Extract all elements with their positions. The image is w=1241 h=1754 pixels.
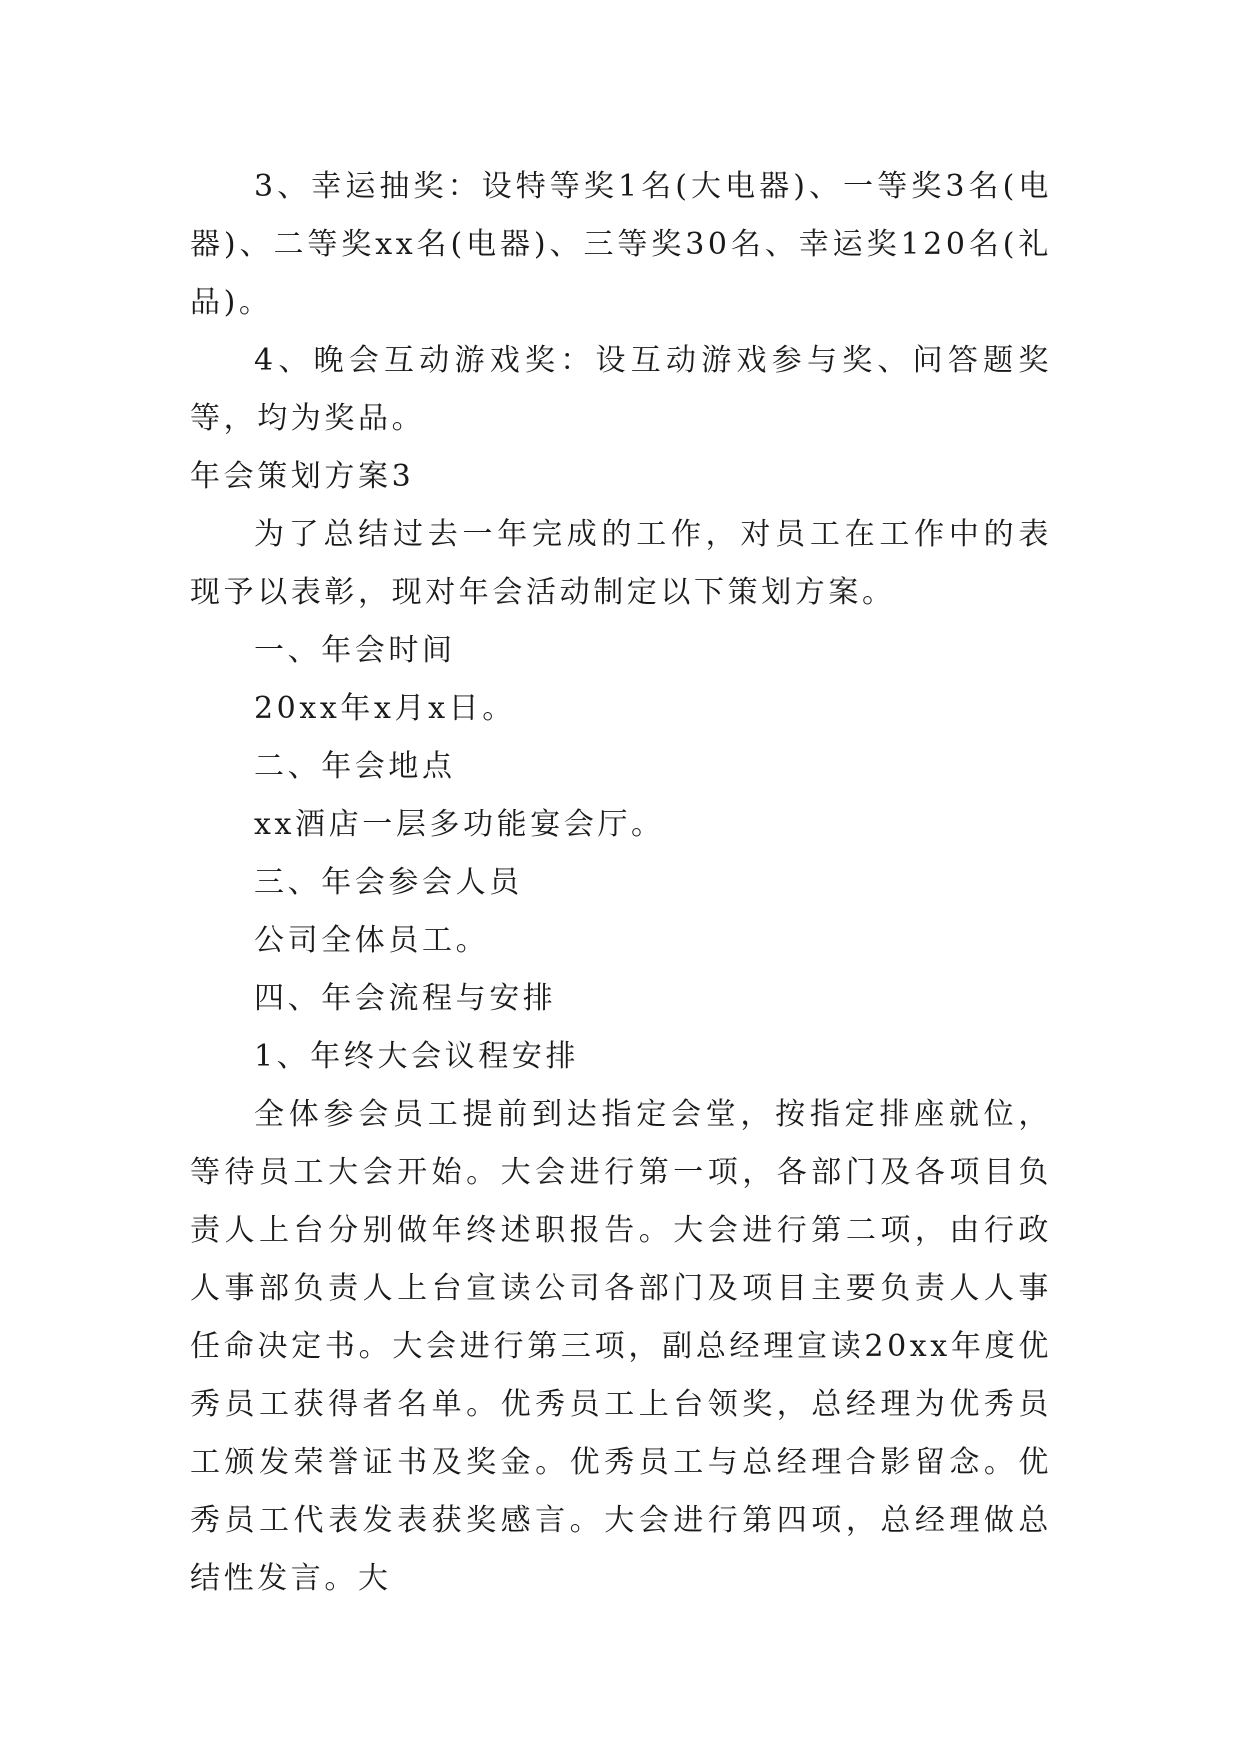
paragraph-agenda-details: 全体参会员工提前到达指定会堂，按指定排座就位，等待员工大会开始。大会进行第一项，各部门及各项目负责人上台分别做年终述职报告。大会进行第二项，由行政人事部负责人上台宣读公司各部门及项目主要负责人人事任命决定书。大会进行第三项，副总经理宣读20xx年度优秀员工获得者名单。优秀员工上台领奖，总经理为优秀员工颁发荣誉证书及奖金。优秀员工与总经理合影留念。优秀员工代表发表获奖感言。大会进行第四项，总经理做总结性发言。大 xyxy=(190,1097,1052,1596)
paragraph-event-date: 20xx年x月x日。 xyxy=(254,691,516,726)
paragraph-event-venue: xx酒店一层多功能宴会厅。 xyxy=(254,807,665,842)
heading-event-time: 一、年会时间 xyxy=(254,633,456,668)
document-body xyxy=(190,158,1052,1608)
heading-agenda: 1、年终大会议程安排 xyxy=(254,1039,580,1074)
heading-event-location: 二、年会地点 xyxy=(254,749,456,784)
section-title-plan-3: 年会策划方案3 xyxy=(190,459,415,494)
paragraph-interactive-game-prizes: 4、晚会互动游戏奖：设互动游戏参与奖、问答题奖等，均为奖品。 xyxy=(190,343,1052,436)
heading-attendees: 三、年会参会人员 xyxy=(254,865,523,900)
heading-process-arrangement: 四、年会流程与安排 xyxy=(254,981,557,1016)
paragraph-attendees: 公司全体员工。 xyxy=(254,923,490,958)
paragraph-lucky-draw: 3、幸运抽奖：设特等奖1名(大电器)、一等奖3名(电器)、二等奖xx名(电器)、三等奖30名、幸运奖120名(礼品)。 xyxy=(190,169,1052,320)
paragraph-introduction: 为了总结过去一年完成的工作，对员工在工作中的表现予以表彰，现对年会活动制定以下策划方案。 xyxy=(190,517,1052,610)
